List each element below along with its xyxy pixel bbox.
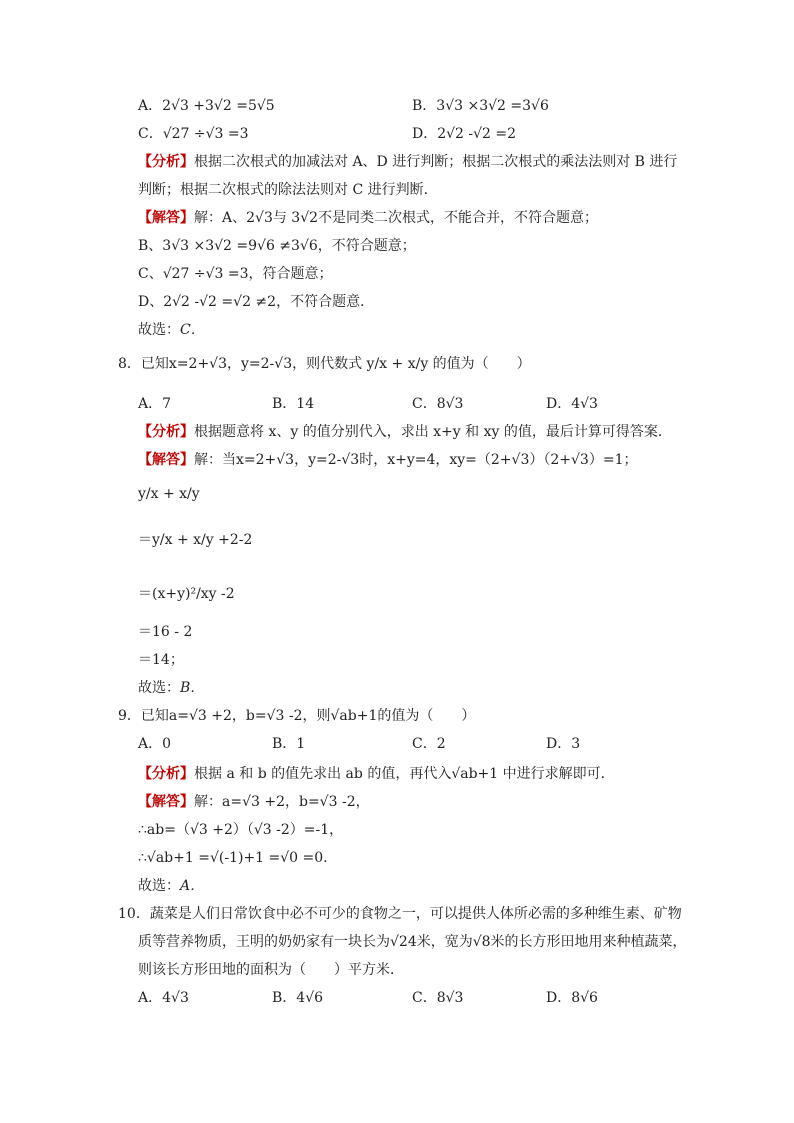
q8-step5: ＝14； <box>138 652 184 668</box>
q9-option-c: C．2 <box>412 736 446 752</box>
q8-step3: ＝(x+y)²/xy -2 <box>138 586 235 602</box>
answer-label: 故选： <box>138 680 180 696</box>
q9-answer-line <box>138 876 204 896</box>
q8-answer: B． <box>180 680 205 696</box>
q8-solution-line1 <box>138 450 637 470</box>
q7-option-c: C．√27 ÷√3 =3 <box>138 126 249 142</box>
q8-option-a: A．7 <box>138 396 172 412</box>
q9-stem: 9．已知a=√3 +2，b=√3 -2，则√ab+1的值为（ ） <box>118 708 476 724</box>
q8-option-d: D．4√3 <box>546 396 598 412</box>
q8-step2: ＝y/x + x/y +2-2 <box>138 532 253 548</box>
q7-option-d: D．2√2 -√2 =2 <box>412 126 517 142</box>
q9-answer: A． <box>180 878 205 894</box>
q7-solution-line4: D、2√2 -√2 =√2 ≠2，不符合题意． <box>138 294 375 310</box>
q10-stem-line1: 10．蔬菜是人们日常饮食中必不可少的食物之一，可以提供人体所必需的多种维生素、矿物 <box>118 906 682 922</box>
analysis-tag: 【分析】 <box>138 154 194 170</box>
q9-solution-line3: ∴√ab+1 =√(-1)+1 =√0 =0. <box>138 850 328 866</box>
q10-option-d: D．8√6 <box>546 990 598 1006</box>
q9-analysis-text: 根据 a 和 b 的值先求出 ab 的值，再代入√ab+1 中进行求解即可． <box>194 766 615 782</box>
q10-option-a: A．4√3 <box>138 990 189 1006</box>
answer-label: 故选： <box>138 878 180 894</box>
answer-label: 故选： <box>138 322 180 338</box>
q8-step4: ＝16 - 2 <box>138 624 193 640</box>
q9-analysis-line <box>138 764 615 784</box>
q9-option-a: A．0 <box>138 736 172 752</box>
solution-tag: 【解答】 <box>138 210 194 226</box>
q7-option-a: A．2√3 +3√2 =5√5 <box>138 98 275 114</box>
q9-solution-line1 <box>138 792 370 812</box>
solution-tag: 【解答】 <box>138 452 194 468</box>
q9-option-b: B．1 <box>272 736 306 752</box>
q8-step1: y/x + x/y <box>138 486 200 502</box>
q7-solution-line2: B、3√3 ×3√2 =9√6 ≠3√6，不符合题意； <box>138 238 416 254</box>
q7-solution-line1 <box>138 208 598 228</box>
q8-option-c: C．8√3 <box>412 396 464 412</box>
q10-option-c: C．8√3 <box>412 990 464 1006</box>
q7-analysis-line1 <box>138 152 677 172</box>
q7-analysis-text1: 根据二次根式的加减法对 A、D 进行判断；根据二次根式的乘法法则对 B 进行 <box>194 154 678 170</box>
q10-stem-line2: 质等营养物质，王明的奶奶家有一块长为√24米，宽为√8米的长方形田地用来种植蔬菜， <box>138 934 687 950</box>
solution-tag: 【解答】 <box>138 794 194 810</box>
q10-option-b: B．4√6 <box>272 990 324 1006</box>
analysis-tag: 【分析】 <box>138 424 194 440</box>
q8-stem: 8．已知x=2+√3，y=2-√3，则代数式 y/x + x/y 的值为（ ） <box>118 356 531 372</box>
q9-solution-text1: 解：a=√3 +2，b=√3 -2， <box>194 794 370 810</box>
q8-option-b: B．14 <box>272 396 315 412</box>
q7-answer-line <box>138 320 205 340</box>
q8-solution-text1: 解：当x=2+√3，y=2-√3时，x+y=4，xy=（2+√3）（2+√3）=1； <box>194 452 638 468</box>
q9-solution-line2: ∴ab=（√3 +2）（√3 -2）=-1， <box>138 822 344 838</box>
q8-analysis-text: 根据题意将 x、y 的值分别代入，求出 x+y 和 xy 的值，最后计算可得答案． <box>194 424 672 440</box>
q8-answer-line <box>138 678 204 698</box>
q9-option-d: D．3 <box>546 736 581 752</box>
q7-solution-line3: C、√27 ÷√3 =3，符合题意； <box>138 266 333 282</box>
analysis-tag: 【分析】 <box>138 766 194 782</box>
q7-option-b: B．3√3 ×3√2 =3√6 <box>412 98 549 114</box>
q10-stem-line3: 则该长方形田地的面积为（ ）平方米． <box>138 962 404 978</box>
q7-analysis-line2: 判断；根据二次根式的除法法则对 C 进行判断． <box>138 182 438 198</box>
q8-analysis-line <box>138 422 672 442</box>
q7-solution-text1: 解：A、2√3与 3√2不是同类二次根式，不能合并，不符合题意； <box>194 210 599 226</box>
q7-answer: C． <box>180 322 205 338</box>
